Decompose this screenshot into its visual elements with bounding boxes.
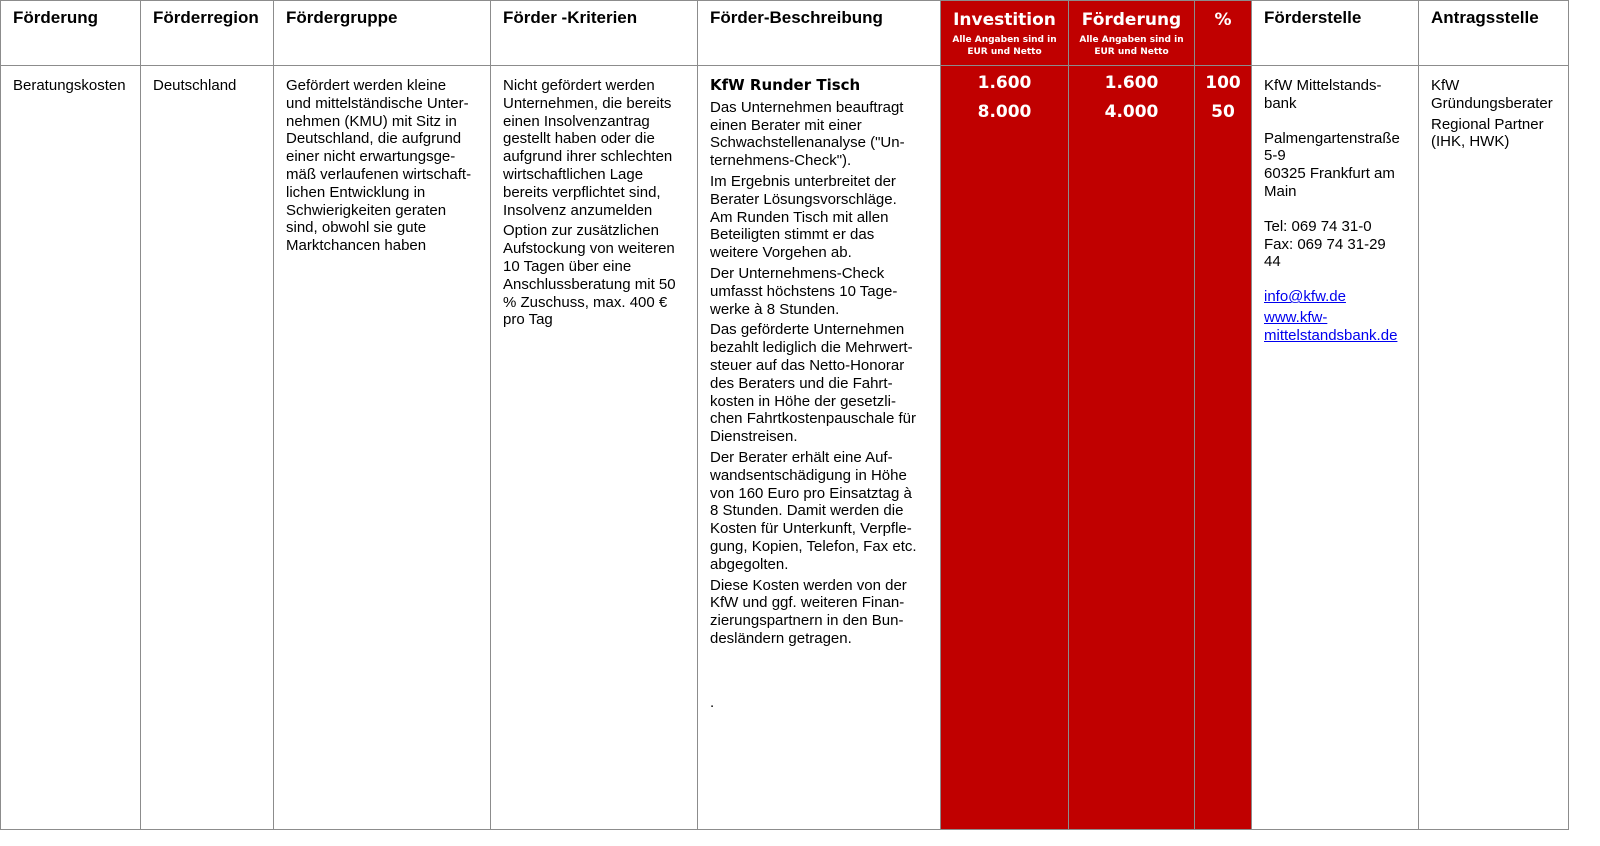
text-line: Option zur zusätzlichen <box>503 222 659 240</box>
paragraph <box>503 222 685 329</box>
antragsstelle-secondary <box>1431 116 1556 152</box>
text-line: steuer auf das Netto-Honorar <box>710 356 905 374</box>
text-line: kosten in Höhe der gesetzli- <box>710 392 896 410</box>
text-line: weitere Vorgehen ab. <box>710 244 852 262</box>
text-line: zierungspartnern in den Bun- <box>710 612 904 630</box>
text-line: desländern getragen. <box>710 629 852 647</box>
paragraph <box>710 449 928 574</box>
text-line[interactable]: www.kfw- <box>1264 308 1328 326</box>
email-link[interactable]: info@kfw.de <box>1264 288 1346 306</box>
text-line: Regional Partner <box>1431 115 1544 133</box>
text-line: nehmen (KMU) mit Sitz in <box>286 112 457 130</box>
text-line: KfW <box>1431 77 1460 94</box>
text-line: Beteiligten stimmt er das <box>710 226 875 244</box>
header-percent: % <box>1195 1 1252 66</box>
cell-gruppe <box>274 66 491 830</box>
text-line: sind, obwohl sie gute <box>286 219 427 237</box>
text-line: Dienstreisen. <box>710 428 798 446</box>
text-line: einen Insolvenzantrag <box>503 112 650 130</box>
text-line: werke à 8 Stunden. <box>710 300 840 318</box>
text-line: Marktchancen haben <box>286 237 427 255</box>
text-line: Das geförderte Unternehmen <box>710 321 905 339</box>
text-line: (IHK, HWK) <box>1431 133 1510 151</box>
text-line: Nicht gefördert werden <box>503 77 655 94</box>
text-line: Im Ergebnis unterbreitet der <box>710 172 896 190</box>
text-line: mäß verlaufenen wirtschaft- <box>286 165 472 183</box>
paragraph <box>710 321 928 446</box>
description-title: KfW Runder Tisch <box>710 76 861 94</box>
header-beschreibung: Förder-Beschreibung <box>698 1 941 66</box>
paragraph <box>503 77 685 219</box>
text-line: des Beraters und die Fahrt- <box>710 374 893 392</box>
text-line: Aufstockung von weiteren <box>503 240 675 258</box>
text-line: 8 Stunden. Damit werden die <box>710 502 904 520</box>
cell-region: Deutschland <box>141 66 274 830</box>
text-line: 44 <box>1264 253 1281 271</box>
text-line: wandsentschädigung in Höhe <box>710 466 907 484</box>
cell-foerderung-amount <box>1069 66 1195 830</box>
text-line: Schwachstellenanalyse ("Un- <box>710 134 905 152</box>
cell-foerderstelle <box>1252 66 1419 830</box>
paragraph <box>710 99 928 170</box>
text-line: 10 Tagen über eine <box>503 257 632 275</box>
text-line: aufgrund ihrer schlechten <box>503 148 673 166</box>
text-line: ternehmens-Check"). <box>710 152 852 170</box>
text-line: lichen Entwicklung in <box>286 183 426 201</box>
text-line[interactable]: mittelstandsbank.de <box>1264 326 1398 344</box>
text-line: bezahlt lediglich die Mehrwert- <box>710 339 913 357</box>
header-foerderung: Förderung <box>1 1 141 66</box>
header-antragsstelle: Antragsstelle <box>1419 1 1569 66</box>
website-link[interactable] <box>1264 309 1406 345</box>
cell-percent <box>1195 66 1252 830</box>
text-line: Deutschland, die aufgrund <box>286 130 462 148</box>
header-investition: Investition Alle Angaben sind in EUR und Netto <box>941 1 1069 66</box>
header-foerderregion: Förderregion <box>141 1 274 66</box>
foerderstelle-tel: Tel: 069 74 31-0 <box>1264 217 1372 235</box>
text-line: wirtschaftlichen Lage <box>503 165 644 183</box>
amount-value: 100 <box>1205 73 1241 93</box>
amount-value: 1.600 <box>977 73 1032 93</box>
header-foerderung-note: Alle Angaben sind in EUR und Netto <box>1079 35 1184 57</box>
text-line: 60325 Frankfurt am <box>1264 165 1395 183</box>
text-line: chen Fahrtkostenpauschale für <box>710 410 916 428</box>
amount-value: 8.000 <box>977 102 1032 122</box>
text-line: 5-9 <box>1264 147 1286 165</box>
text-line: einen Berater mit einer <box>710 116 862 134</box>
paragraph <box>710 577 928 648</box>
amount-value: 1.600 <box>1104 73 1159 93</box>
text-line: Fax: 069 74 31-29 <box>1264 235 1386 253</box>
text-line: KfW Mittelstands- <box>1264 77 1382 94</box>
text-line: Insolvenz anzumelden <box>503 201 653 219</box>
text-line: Schwierigkeiten geraten <box>286 201 447 219</box>
text-line: von 160 Euro pro Einsatztag à <box>710 484 912 502</box>
paragraph <box>710 265 928 318</box>
amount-value: 4.000 <box>1104 102 1159 122</box>
text-line: Gefördert werden kleine <box>286 77 447 94</box>
table-row <box>1 66 1569 830</box>
header-kriterien: Förder -Kriterien <box>491 1 698 66</box>
text-line: Palmengartenstraße <box>1264 129 1400 147</box>
paragraph <box>710 173 928 262</box>
antragsstelle-primary <box>1431 77 1556 113</box>
text-line: und mittelständische Unter- <box>286 94 469 112</box>
header-foerdergruppe: Fördergruppe <box>274 1 491 66</box>
text-line: umfasst höchstens 10 Tage- <box>710 282 898 300</box>
text-line: Der Berater erhält eine Auf- <box>710 448 893 466</box>
text-line: % Zuschuss, max. 400 € <box>503 293 668 311</box>
text-line: bereits verpflichtet sind, <box>503 183 661 201</box>
text-line: Diese Kosten werden von der <box>710 576 907 594</box>
text-line: einer nicht erwartungsge- <box>286 148 456 166</box>
text-line: pro Tag <box>503 311 553 329</box>
cell-kriterien <box>491 66 698 830</box>
text-line: Das Unternehmen beauftragt <box>710 98 904 116</box>
cell-beschreibung <box>698 66 941 830</box>
text-line: Berater Lösungsvorschläge. <box>710 190 897 208</box>
text-line: Der Unternehmens-Check <box>710 264 885 282</box>
header-foerderung-amount: Förderung Alle Angaben sind in EUR und Netto <box>1069 1 1195 66</box>
foerderstelle-name <box>1264 77 1406 113</box>
text-line: Unternehmen, die bereits <box>503 94 672 112</box>
cell-investition <box>941 66 1069 830</box>
cell-foerderung: Beratungskosten <box>1 66 141 830</box>
foerderstelle-address <box>1264 130 1406 201</box>
text-line: Main <box>1264 182 1297 200</box>
text-line: bank <box>1264 94 1297 112</box>
foerderstelle-fax <box>1264 236 1406 272</box>
text-line: gestellt haben oder die <box>503 130 655 148</box>
amount-value: 50 <box>1211 102 1235 122</box>
text-line: KfW und ggf. weiteren Finan- <box>710 594 905 612</box>
header-investition-note: Alle Angaben sind in EUR und Netto <box>952 35 1057 57</box>
text-line: gung, Kopien, Telefon, Fax etc. <box>710 537 917 555</box>
header-row <box>1 1 1569 66</box>
text-line: abgegolten. <box>710 555 789 573</box>
description-end: . <box>710 693 715 711</box>
text-line: Gründungsberater <box>1431 94 1553 112</box>
text-line: Am Runden Tisch mit allen <box>710 208 889 226</box>
text-line: Kosten für Unterkunft, Verpfle- <box>710 520 912 538</box>
cell-antragsstelle <box>1419 66 1569 830</box>
text-line: Anschlussberatung mit 50 <box>503 275 676 293</box>
header-foerderstelle: Förderstelle <box>1252 1 1419 66</box>
